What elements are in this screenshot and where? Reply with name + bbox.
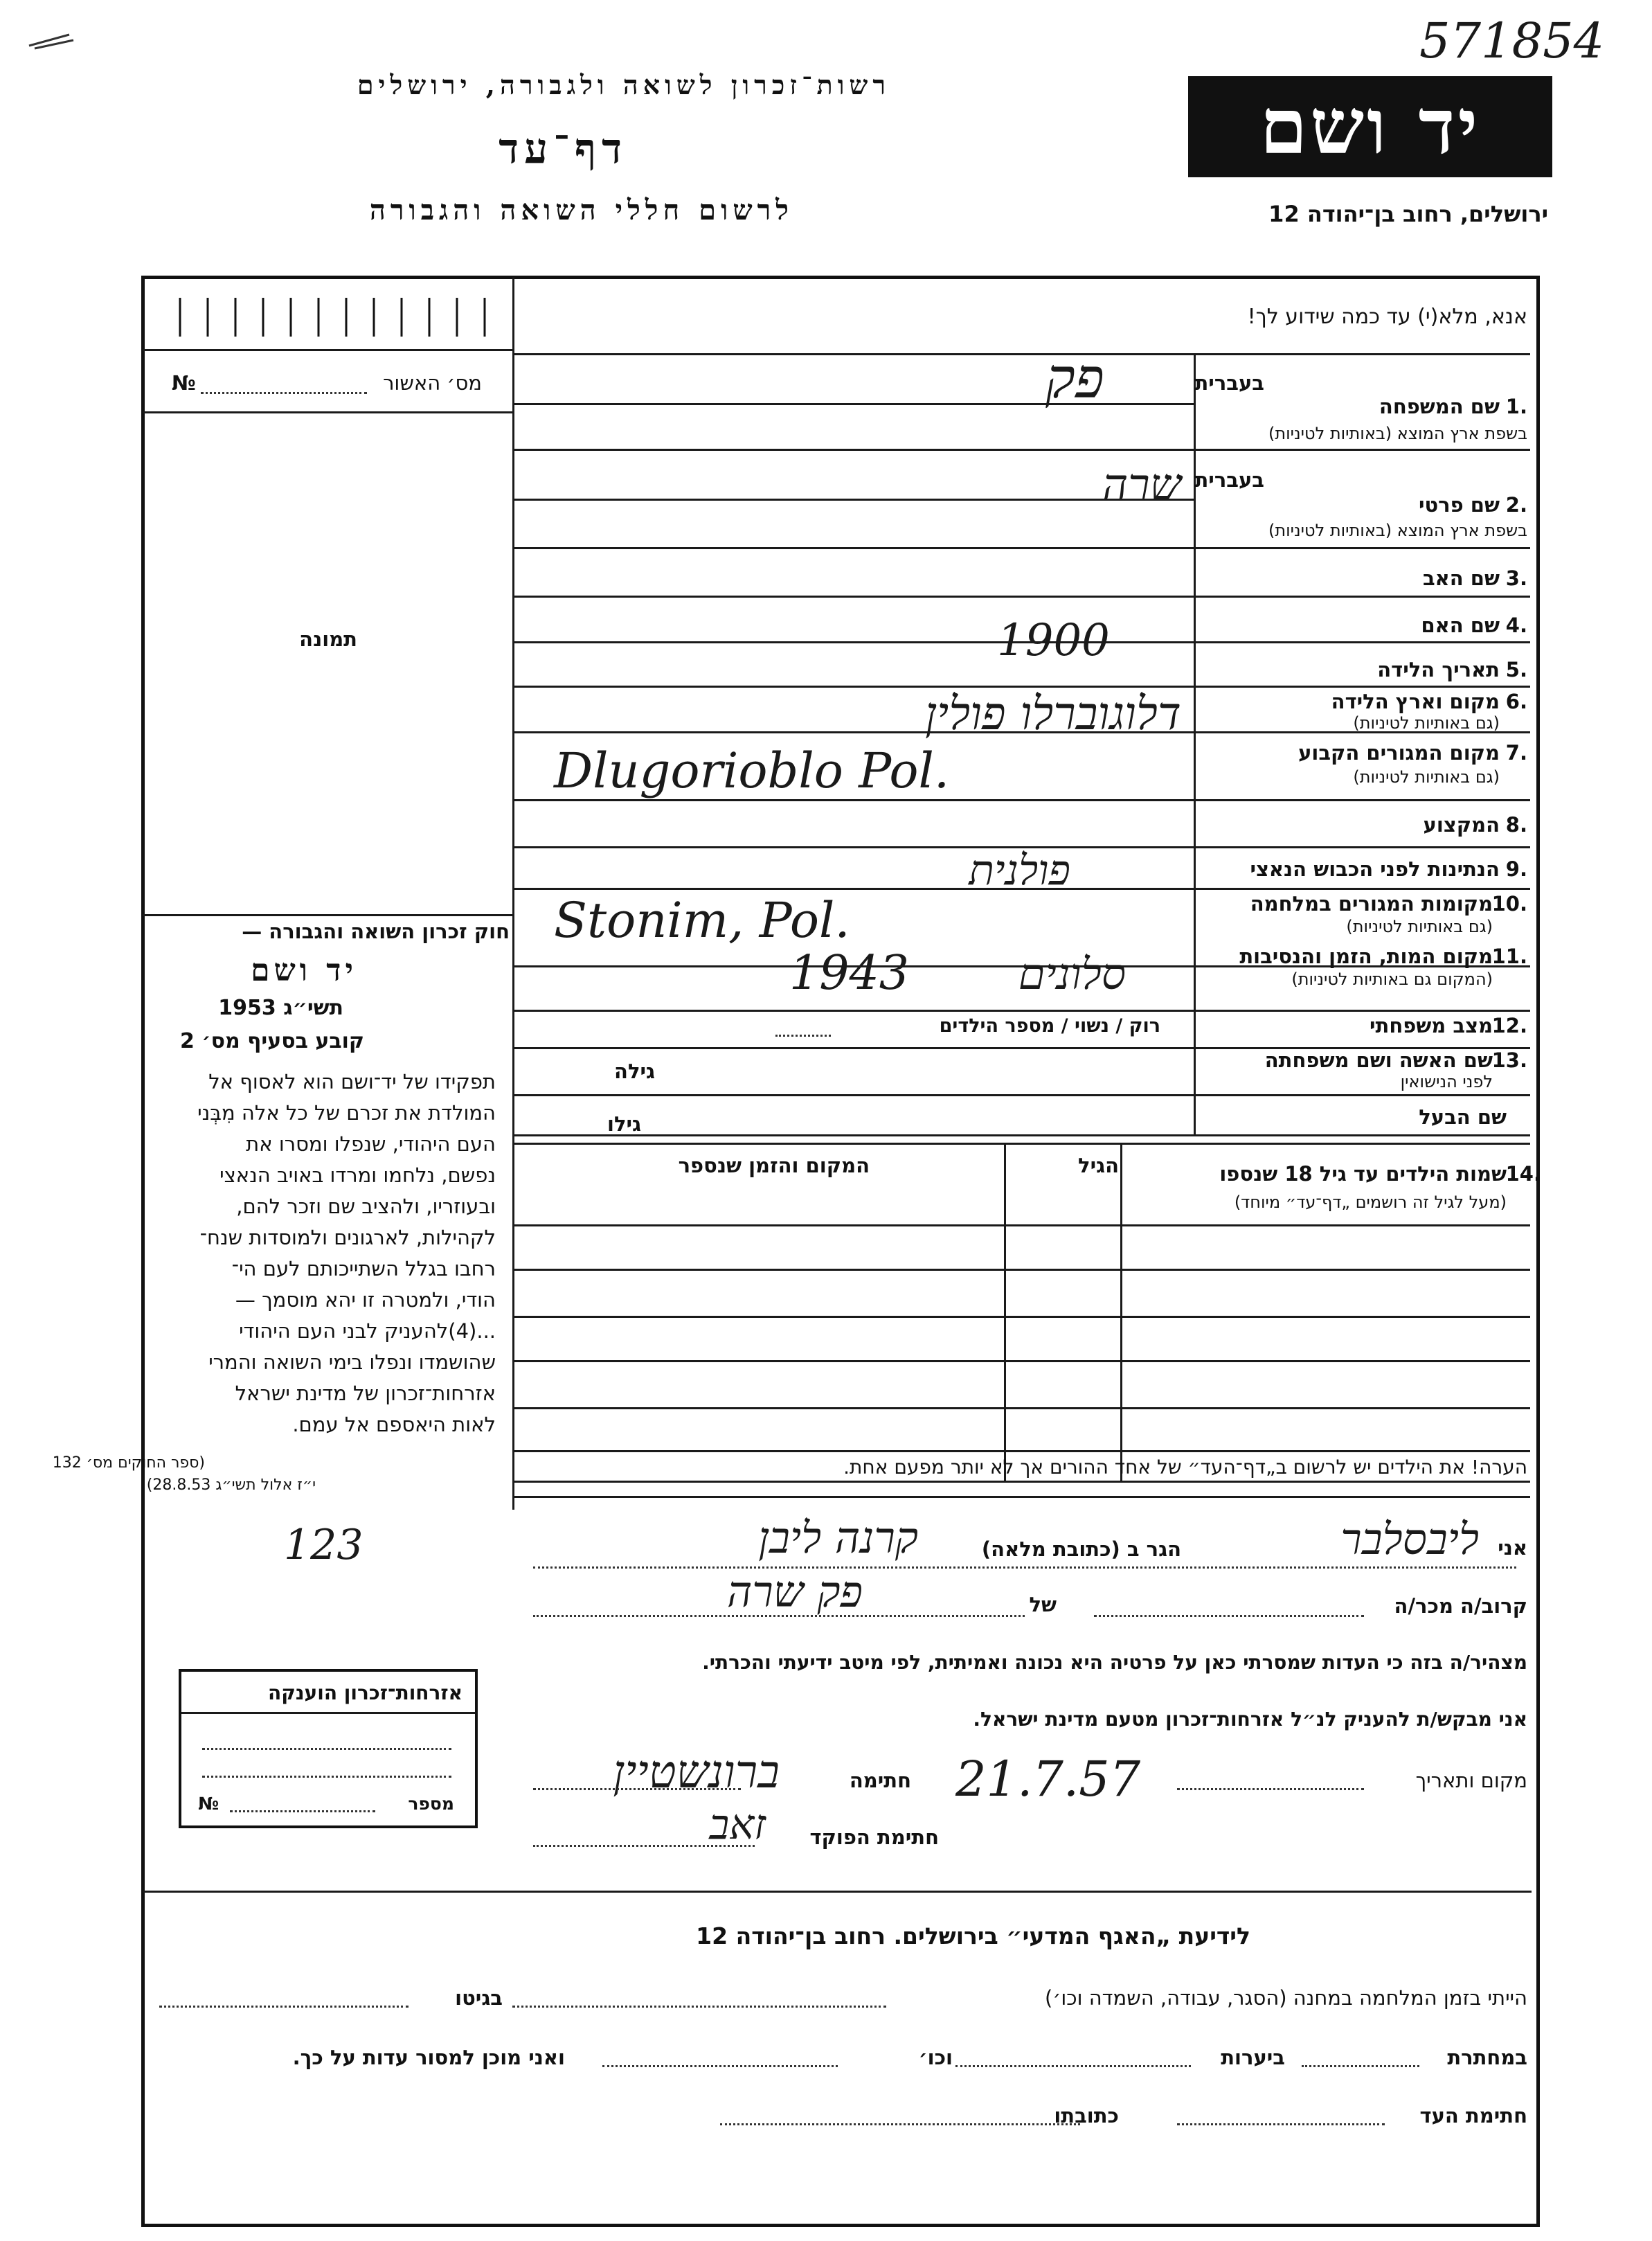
footer-line1-start: הייתי בזמן המלחמה במחנה (הסגר, עבודה, השמדה וכו׳) xyxy=(1045,1986,1527,2010)
field-13-sub: לפני הנישואין xyxy=(1400,1072,1493,1091)
authority-name: רשות־זכרון לשואה ולגבורה, ירושלים xyxy=(357,69,890,100)
in-hebrew-label-2: בעברית xyxy=(1194,468,1264,492)
hw-declarant-name: ליבסלבר xyxy=(1340,1514,1479,1564)
stamp-box-title: אזרחות־זכרון הוענקה xyxy=(268,1681,463,1704)
photo-label: תמונה xyxy=(299,627,357,651)
law-line: לאות היאספם אל עמם. xyxy=(292,1413,496,1436)
hw-death-place: סלונים xyxy=(1018,949,1126,999)
field-10-label: מקומות המגורים במלחמה xyxy=(1250,892,1493,916)
footer-ghetto-label: בגיטו xyxy=(455,1986,503,2010)
hw-date: 21.7.57 xyxy=(955,1751,1141,1807)
field-13-number: 13. xyxy=(1491,1048,1527,1072)
field-11-sub: (המקום גם באותיות לטיניות) xyxy=(1291,970,1493,989)
field-3-label: שם האב xyxy=(1422,566,1500,590)
law-line: נפשם, נלחמו ומרדו באויב הנאצי xyxy=(219,1163,496,1187)
hw-official-signature: זאב xyxy=(709,1801,766,1849)
field-7-label: מקום המגורים הקבוע xyxy=(1298,741,1500,765)
field-4-number: 4. xyxy=(1505,614,1527,637)
declaration-request: אני מבקש/ת להעניק לנ״ל אזרחות־זכרון מטעם מדינת ישראל. xyxy=(973,1708,1527,1731)
hw-declarant-street: קרנה ליבן xyxy=(758,1512,918,1563)
law-title: חוק זכרון השואה והגבורה — xyxy=(242,920,510,943)
memorial-citizenship-box xyxy=(179,1669,478,1828)
hw-death-year: 1943 xyxy=(789,946,910,1001)
field-1-label: שם המשפחה xyxy=(1379,395,1500,418)
place-date-label: מקום ותאריך xyxy=(1415,1769,1527,1792)
field-12-label: מצב משפחתי xyxy=(1369,1014,1493,1037)
field-6-number: 6. xyxy=(1505,690,1527,713)
scribble-mark xyxy=(28,30,76,51)
field-2-sub: בשפת ארץ המוצא (באותיות לטיניות) xyxy=(1268,521,1527,540)
stamp-number-label: מספר xyxy=(408,1794,454,1814)
residing-label: הגר ב (כתובת מלאה) xyxy=(981,1537,1181,1561)
field-2-number: 2. xyxy=(1505,493,1527,517)
hw-relation-of: פק שרה xyxy=(726,1566,863,1617)
law-line: שהושמדו ונפלו בימי השואה והמרי xyxy=(208,1350,496,1374)
col-place-header: המקום והזמן שנספר xyxy=(678,1154,870,1177)
field-8-label: המקצוע xyxy=(1423,813,1500,837)
law-line: העם היהודי, שנפלו ומסרו את xyxy=(246,1132,496,1156)
official-signature-label: חתימת הפוקד xyxy=(809,1825,939,1849)
children-note: הערה! את הילדים יש לרשום ב„דף־העד״ של אחד ההורים אך לא יותר מפעם אחת. xyxy=(843,1456,1527,1479)
intro-text: אנא, מלא(י) עד כמה שידוע לך! xyxy=(1247,305,1527,329)
field-13-label: שם האשה ושם משפחתה xyxy=(1264,1048,1493,1072)
field-8-number: 8. xyxy=(1505,813,1527,837)
approval-no-sign: № xyxy=(172,371,196,395)
footer-heading: לידיעת „האגף המדעי״ בירושלים. רחוב בן־יהודה 12 xyxy=(696,1922,1250,1949)
field-1-number: 1. xyxy=(1505,395,1527,418)
hw-first-name: שרה xyxy=(1102,460,1181,511)
footer-testimony-label: ואני מוכן למסור עדות על כך. xyxy=(292,2046,565,2069)
field-7-sub: (גם באותיות לטיניות) xyxy=(1353,767,1500,787)
law-source-2: י״ז אלול תשי״ג 28.8.53) xyxy=(146,1476,316,1494)
field-14-sub: (מעל לגיל זה רושמים „דף־עד״ מיוחד) xyxy=(1234,1193,1507,1212)
relative-label: קרוב/ה מכר/ה xyxy=(1394,1594,1527,1618)
document-number: 571854 xyxy=(1419,12,1605,69)
field-4-label: שם האם xyxy=(1421,614,1500,637)
hw-nationality: פולנית xyxy=(969,846,1070,895)
wife-age-label: גילה xyxy=(614,1060,655,1083)
col-age-header: הגיל xyxy=(1078,1154,1119,1177)
signature-label: חתימה xyxy=(849,1769,911,1792)
law-name: יד ושם xyxy=(251,953,357,988)
field-1-sub: בשפת ארץ המוצא (באותיות לטיניות) xyxy=(1268,424,1527,443)
i-am-label: אני xyxy=(1498,1536,1527,1560)
declaration-statement: מצהיר/ה בזה כי העדות שמסרתי כאן על פרטיה היא נכונה ואמיתית, לפי מיטב ידיעתי והכרתי. xyxy=(702,1651,1527,1674)
law-clause: קובע בסעיף מס׳ 2 xyxy=(179,1029,364,1053)
footer-underground-label: במחתרת xyxy=(1447,2046,1527,2069)
field-6-sub: (גם באותיות לטיניות) xyxy=(1353,713,1500,733)
of-label: של xyxy=(1029,1593,1057,1616)
hw-wartime-place: Stonim, Pol. xyxy=(554,892,850,949)
hw-birth-place-hebrew: דלוגוברלו פולין xyxy=(925,687,1181,740)
footer-witness-signature-label: חתימת העד xyxy=(1419,2104,1527,2127)
field-3-number: 3. xyxy=(1505,566,1527,590)
approval-label: מס׳ האשור xyxy=(383,371,482,395)
field-11-label: מקום המות, הזמן והנסיבות xyxy=(1239,945,1493,968)
field-9-label: הנתינות לפני הכבוש הנאצי xyxy=(1250,857,1500,881)
field-11-number: 11. xyxy=(1491,945,1527,968)
in-hebrew-label-1: בעברית xyxy=(1194,371,1264,395)
field-5-label: תאריך הלידה xyxy=(1377,658,1500,681)
law-line: ובעוזריו, ולהציב שם וזכר להם, xyxy=(236,1195,496,1218)
law-line: רחבו בגלל השתייכותם לעם הי־ xyxy=(231,1257,496,1280)
law-line: ...(4)להעניק לבני העם היהודי xyxy=(239,1319,496,1343)
field-12-options: רוק / נשוי / מספר הילדים xyxy=(939,1015,1160,1037)
hw-birth-place-latin: Dlugorioblo Pol. xyxy=(554,742,950,799)
form-subtitle: לרשום חללי השואה והגבורה xyxy=(369,194,793,226)
law-body xyxy=(197,1066,496,1440)
law-source-1: (ספר החוקים מס׳ 132 xyxy=(52,1454,205,1472)
field-10-sub: (גם באותיות לטיניות) xyxy=(1346,917,1493,936)
field-5-number: 5. xyxy=(1505,658,1527,681)
form-title: דף־עד xyxy=(499,125,627,173)
field-9-number: 9. xyxy=(1505,857,1527,881)
hw-birth-year: 1900 xyxy=(997,615,1110,666)
stamp-no-sign: № xyxy=(198,1794,219,1814)
yad-vashem-logo: יד ושם xyxy=(1188,76,1552,177)
law-line: לקהילות, לארגונים ולמוסדות שנח־ xyxy=(199,1226,496,1249)
field-10-number: 10. xyxy=(1491,892,1527,916)
field-7-number: 7. xyxy=(1505,741,1527,765)
field-14-number: 14. xyxy=(1505,1162,1541,1186)
husband-label: שם הבעל xyxy=(1419,1105,1507,1129)
law-line: הודי, ולמטרה זו יהא מוסמך — xyxy=(235,1288,496,1312)
field-2-label: שם פרטי xyxy=(1418,493,1500,517)
law-line: אזרחות־זכרון של מדינת ישראל xyxy=(235,1382,496,1405)
field-6-label: מקום וארץ הלידה xyxy=(1331,690,1500,713)
footer-address-label: כתובתו xyxy=(1054,2104,1119,2127)
law-line: תפקידו של יד־ושם הוא לאסוף אל xyxy=(208,1070,496,1093)
law-year: תשי״ג 1953 xyxy=(218,996,343,1020)
field-12-number: 12. xyxy=(1491,1014,1527,1037)
hw-surname: פק xyxy=(1045,346,1104,411)
footer-forests-label: ביערות xyxy=(1221,2046,1285,2069)
law-line: המולדת את זכרם של כל אלה מִבְּני xyxy=(197,1101,496,1125)
field-14-label: שמות הילדים עד גיל 18 שנספו xyxy=(1219,1162,1507,1186)
footer-etc-label: וכו׳ xyxy=(918,2046,953,2069)
hw-signature: ברונשטיין xyxy=(613,1745,780,1798)
ticks-box xyxy=(152,298,499,339)
hw-reference-number: 123 xyxy=(284,1521,363,1569)
husband-age-label: גילו xyxy=(607,1112,641,1136)
header-address: ירושלים, רחוב בן־יהודה 12 xyxy=(1268,201,1548,227)
